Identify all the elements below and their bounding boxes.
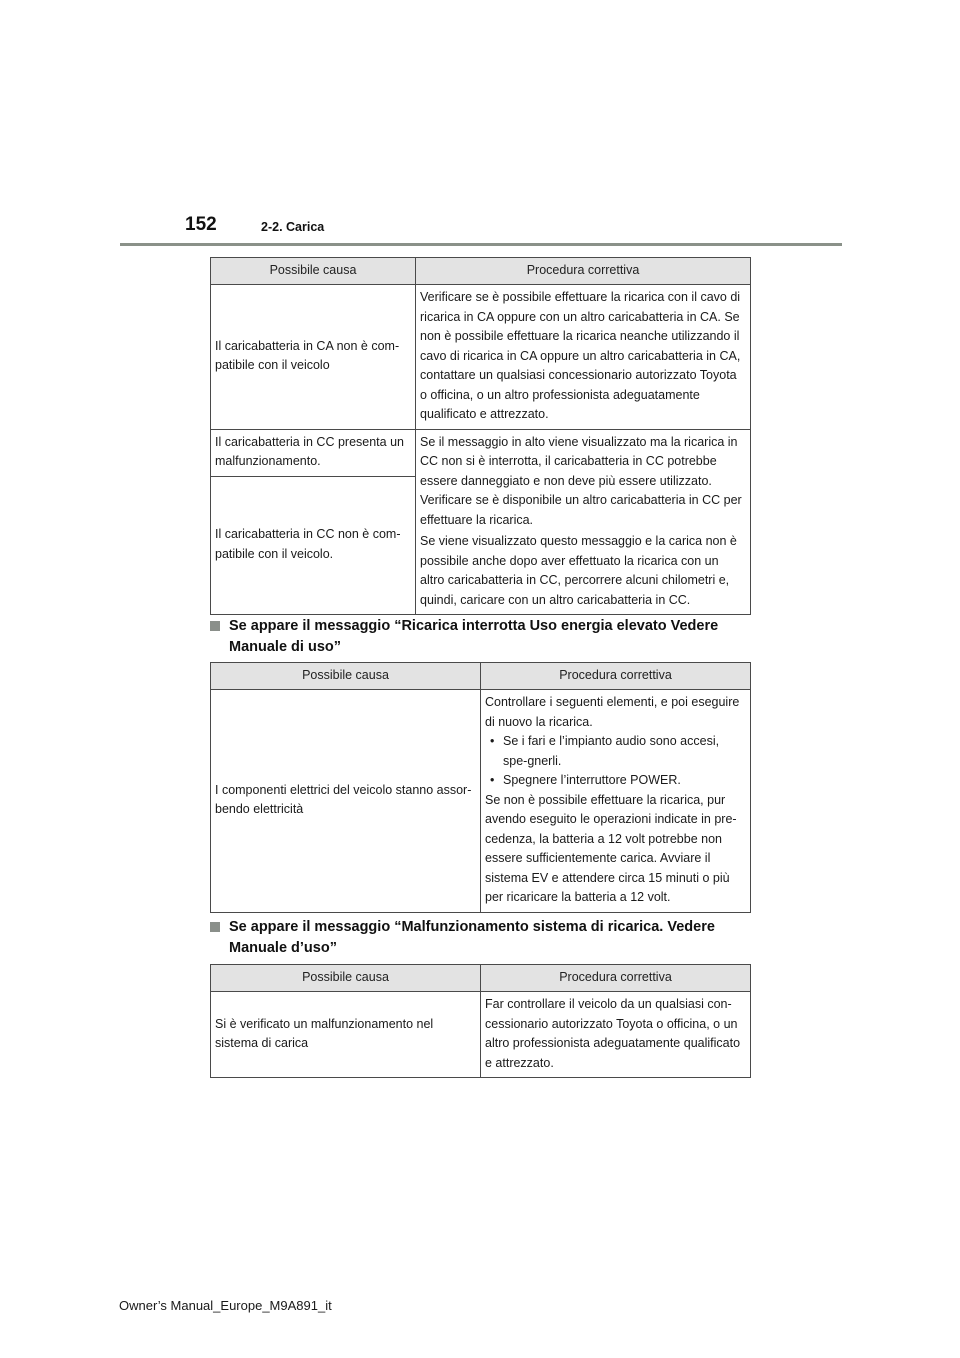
page-number: 152 [185,214,217,235]
cause-cell: Il caricabatteria in CC presenta un malfunzionamento. [211,429,416,476]
table-causes-3 [210,964,751,1078]
section-title: 2-2. Carica [261,220,325,234]
table-header-row [211,965,751,992]
table-header-row [211,663,751,690]
cause-cell: Il caricabatteria in CC non è com-patibile con il veicolo. [211,476,416,615]
column-header-procedure: Procedura correttiva [481,663,751,690]
table-causes-1 [210,257,751,615]
footer-text: Owner’s Manual_Europe_M9A891_it [119,1298,332,1313]
column-header-procedure: Procedura correttiva [416,258,751,285]
procedure-cell: Far controllare il veicolo da un qualsiasi con-cessionario autorizzato Toyota o officina, o un altro professionista adeguatamente qualificato e attrezzato. [481,992,751,1078]
message-heading-text: Se appare il messaggio “Malfunzionamento sistema di ricarica. Vedere Manuale d’uso” [229,919,715,956]
table-row [211,285,751,430]
heading-square-icon [210,922,220,932]
column-header-cause: Possibile causa [211,965,481,992]
message-heading-text: Se appare il messaggio “Ricarica interrotta Uso energia elevato Vedere Manuale di uso” [229,618,719,655]
procedure-cell: Verificare se è possibile effettuare la ricarica con il cavo di ricarica in CA oppure con un altro caricabatteria in CA. Se non è possibile effettuare la ricarica neanche utilizzando il cavo di ricarica in CA oppure un altro caricabatteria in CA, contattare un qualsiasi concessionario autorizzato Toyota o officina, o un altro professionista adeguatamente qualificato e attrezzato. [416,285,751,430]
procedure-outro: Se non è possibile effettuare la ricarica, pur avendo eseguito le operazioni indicate in pre-cedenza, la batteria a 12 volt potrebbe non essere sufficientemente carica. Avviare il sistema EV e attendere circa 15 minuti o più per ricaricare la batteria a 12 volt. [485,792,737,904]
table-causes-2 [210,662,751,913]
procedure-paragraph: Se viene visualizzato questo messaggio e la carica non è possibile anche dopo aver effettuato la ricarica con un altro caricabatteria in CC, percorrere alcuni chilometri e, quindi, caricare con un altro caricabatteria in CC. [420,534,737,607]
table-row [211,690,751,913]
procedure-cell [481,690,751,913]
table-header-row [211,258,751,285]
column-header-procedure: Procedura correttiva [481,965,751,992]
bullet-text: Spegnere l’interruttore POWER. [503,773,681,787]
bullet-text: Se i fari e l’impianto audio sono accesi, spe-gnerli. [503,734,720,768]
header-rule [120,243,842,246]
cause-cell: I componenti elettrici del veicolo stanno assor-bendo elettricità [211,690,481,913]
bullet-item [485,732,746,771]
message-heading [210,917,770,959]
table-row [211,429,751,476]
heading-square-icon [210,621,220,631]
message-heading [210,616,770,658]
bullet-item [485,771,746,791]
procedure-intro: Controllare i seguenti elementi, e poi eseguire di nuovo la ricarica. [485,695,740,729]
table-row [211,992,751,1078]
bullet-icon: • [490,773,495,787]
procedure-paragraph: Se il messaggio in alto viene visualizzato ma la ricarica in CC non si è interrotta, il caricabatteria in CC potrebbe essere danneggiato e non deve più essere utilizzato. Verificare se è disponibile un altro caricabatteria in CC per effettuare la ricarica. [420,434,742,527]
cause-cell: Si è verificato un malfunzionamento nel sistema di carica [211,992,481,1078]
bullet-icon: • [490,734,495,748]
column-header-cause: Possibile causa [211,258,416,285]
procedure-cell [416,429,751,615]
column-header-cause: Possibile causa [211,663,481,690]
cause-cell: Il caricabatteria in CA non è com-patibile con il veicolo [211,285,416,430]
